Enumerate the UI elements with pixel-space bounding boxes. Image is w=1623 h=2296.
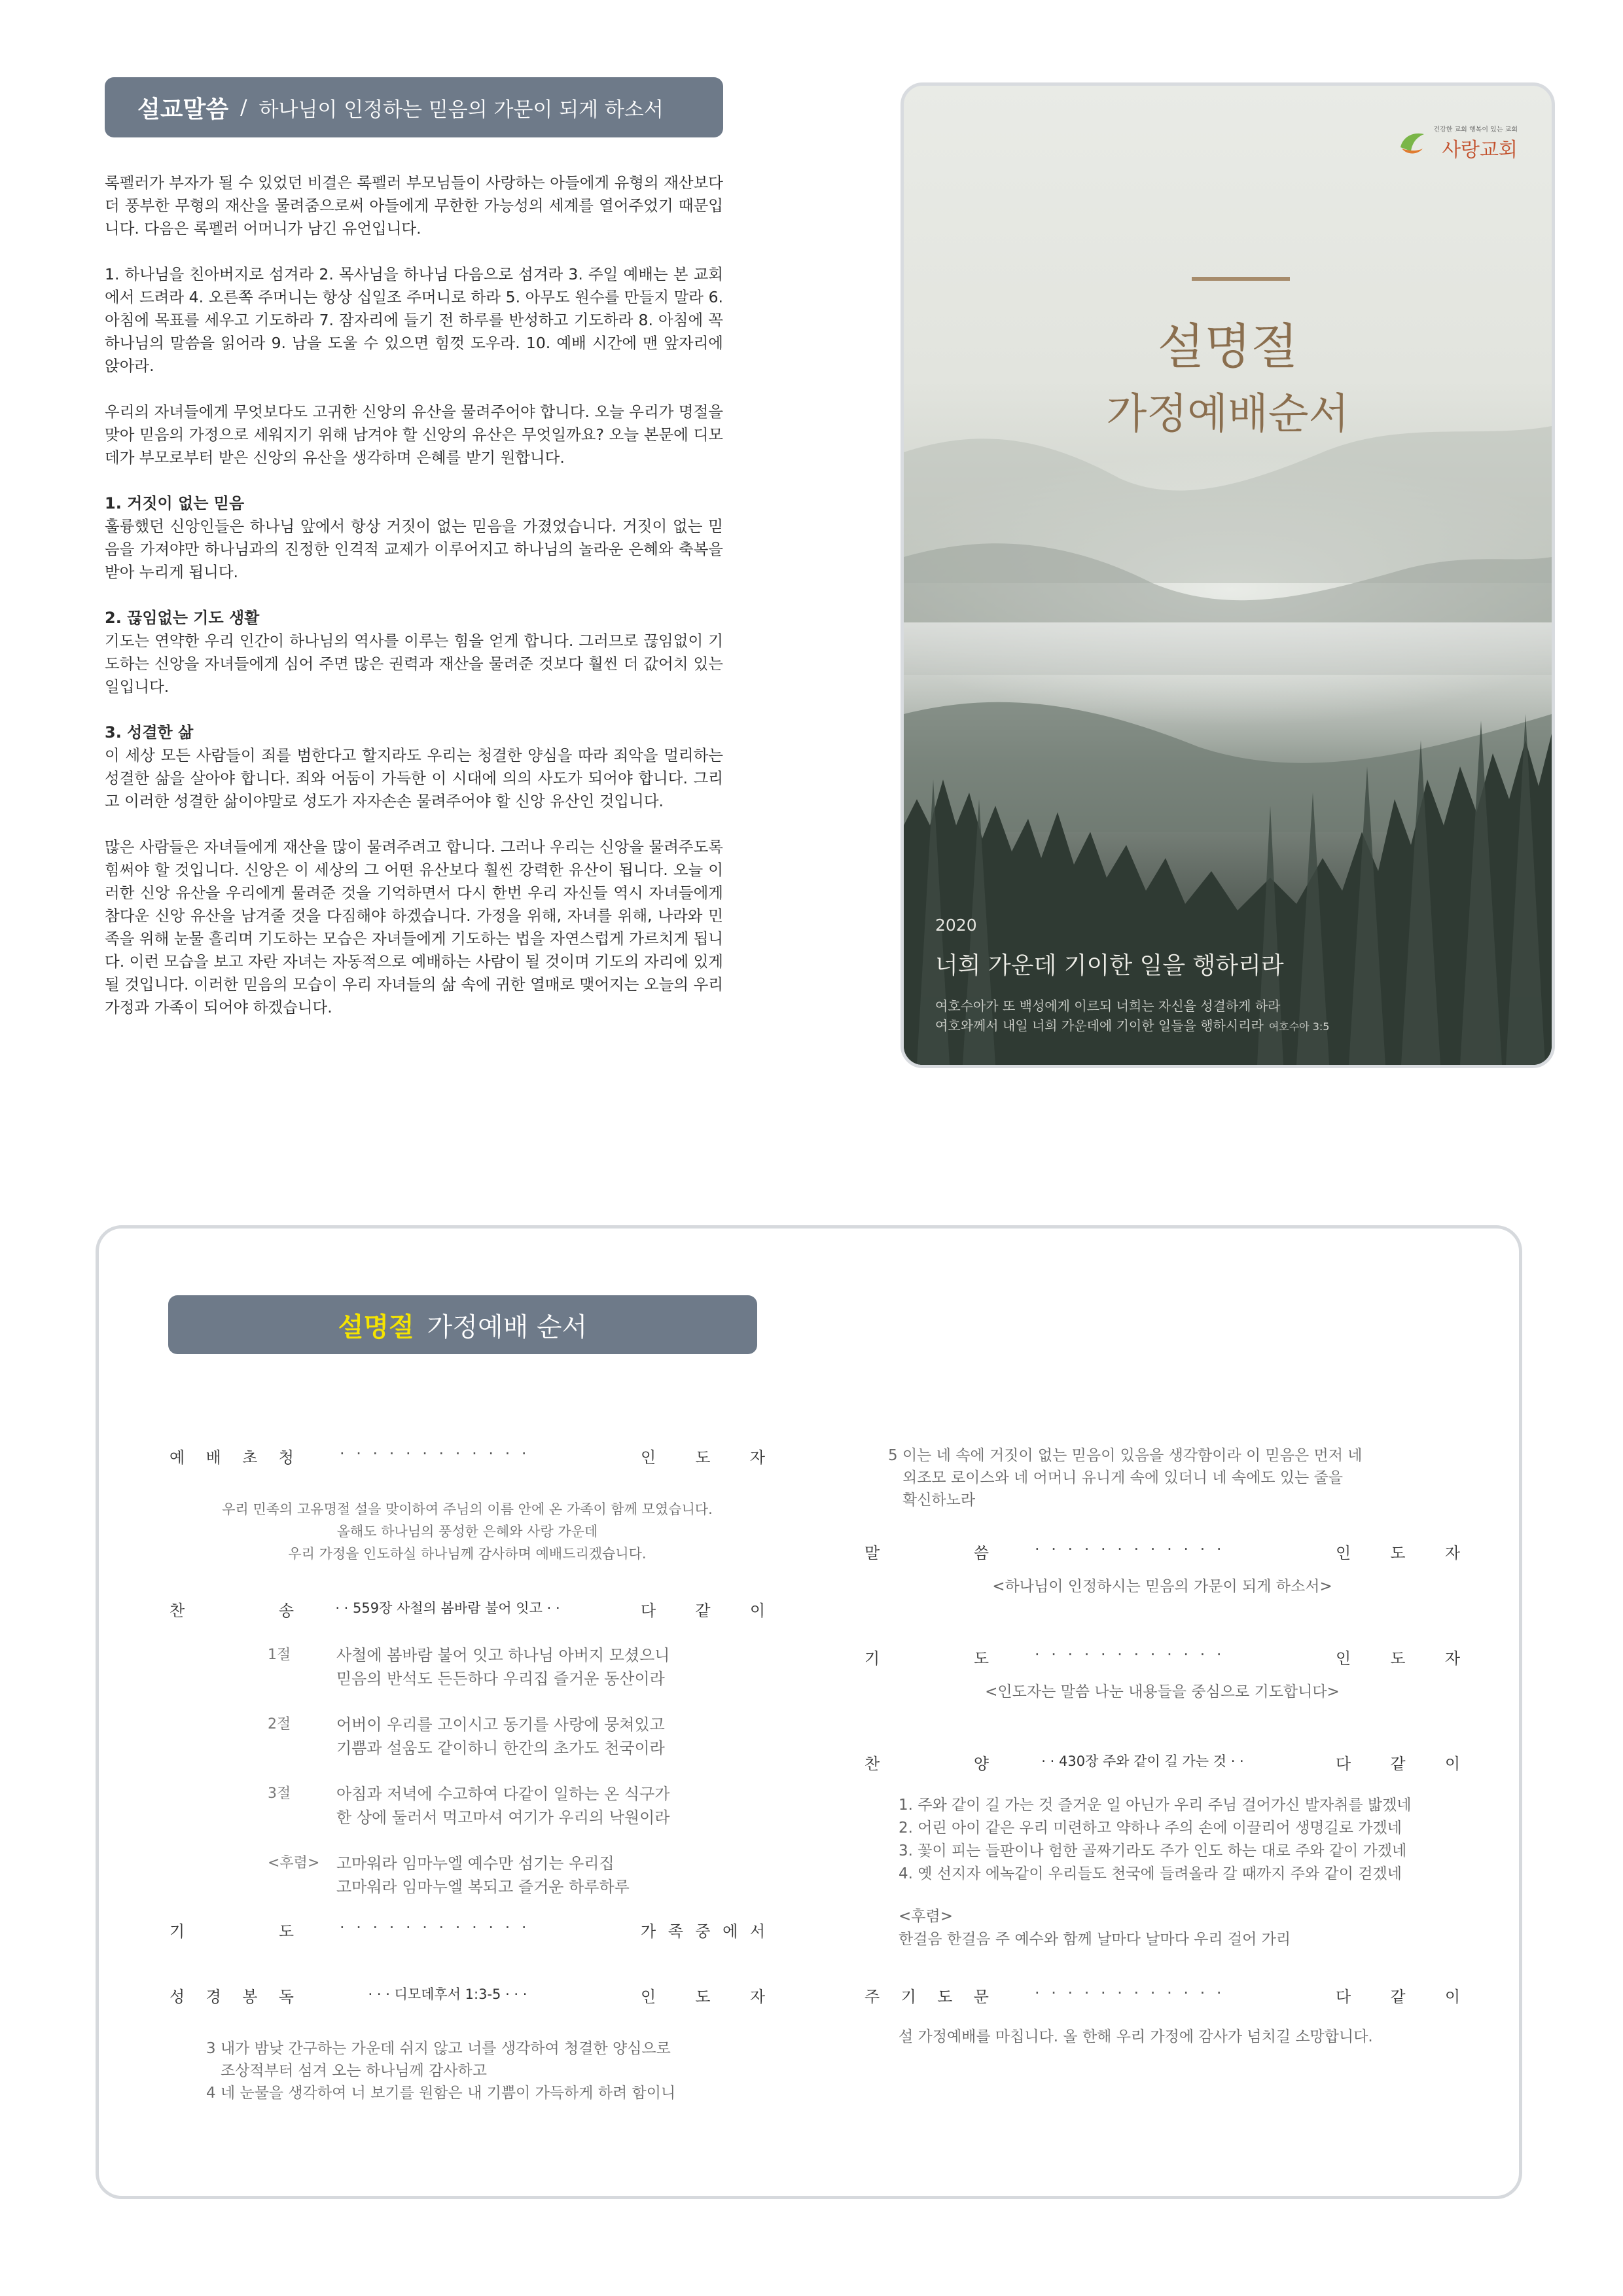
lyric-line: 4. 옛 선지자 에녹같이 우리들도 천국에 들려올라 갈 때까지 주와 같이 걷겠네 — [899, 1865, 1402, 1882]
label-char: 자 — [749, 1448, 765, 1467]
label-char: 도 — [937, 1988, 953, 2006]
cover-verse-line — [935, 1015, 1330, 1034]
call-to-worship-text — [169, 1498, 765, 1565]
order-dots: · · · · · · · · · · · · — [1035, 1645, 1225, 1664]
sermon-point-heading: 2. 끊임없는 기도 생활 — [105, 609, 260, 627]
church-logo — [1398, 124, 1518, 162]
label-char: 다 — [1336, 1988, 1351, 2006]
label-char: 송 — [278, 1602, 294, 1620]
verse-line: 한 상에 둘러서 먹고마셔 여기가 우리의 낙원이라 — [336, 1808, 670, 1827]
verse-line: 고마워라 임마누엘 예수만 섬기는 우리집 — [336, 1854, 615, 1873]
order-item-label — [865, 1645, 989, 1668]
label-char: 양 — [973, 1755, 989, 1773]
order-banner — [168, 1295, 757, 1354]
label-char: 기 — [901, 1988, 916, 2006]
order-dots: · · · · · · · · · · · · — [1035, 1540, 1225, 1558]
order-item-call — [169, 1444, 765, 1471]
label-char: 도 — [695, 1448, 711, 1467]
order-item-label — [169, 1598, 294, 1621]
label-char: 다 — [641, 1602, 656, 1620]
label-char: 기 — [169, 1922, 185, 1941]
church-name: 사랑교회 — [1442, 139, 1518, 162]
cover-title: 설명절 — [1157, 319, 1298, 375]
church-tagline: 건강한 교회 행복이 있는 교회 — [1433, 126, 1518, 134]
label-char: 도 — [695, 1988, 711, 2006]
order-item-label — [865, 1984, 989, 2007]
closing-text: 설 가정예배를 마칩니다. 올 한해 우리 가정에 감사가 넘치길 소망합니다. — [899, 2028, 1373, 2045]
call-line: 우리 가정을 인도하실 하나님께 감사하며 예배드리겠습니다. — [288, 1546, 647, 1562]
label-char: 에 — [722, 1922, 738, 1941]
order-left-column — [169, 1444, 765, 2104]
forest-illustration — [904, 86, 1552, 1065]
order-item-lords-prayer — [865, 1984, 1460, 2010]
sermon-point-heading: 1. 거짓이 없는 믿음 — [105, 494, 245, 512]
cover-subtitle: 가정예배순서 — [1106, 390, 1349, 439]
label-char: 말 — [865, 1544, 880, 1562]
label-char: 자 — [749, 1988, 765, 2006]
verse-line: 믿음의 반석도 든든하다 우리집 즐거운 동산이라 — [336, 1670, 665, 1688]
sermon-will: 1. 하나님을 친아버지로 섬겨라 2. 목사님을 하나님 다음으로 섬겨라 3. 주일 예배는 본 교회에서 드려라 4. 오른쪽 주머니는 항상 십일조 주머니로 하라 5. 아무도 원수를 만들지 말라 6. 아침에 목표를 세우고 기도하라 7. 잠자리에 들기 전 하루를 반성하고 기도하라 8. 아침에 꼭 하나님의 말씀을 읽어라 9. 남을 도울 수 있으면 힘껏 도우라. 10. 예배 시간에 맨 앞자리에 앉아라. — [105, 265, 723, 375]
sermon-banner-lead: 설교말씀 — [137, 95, 229, 123]
label-char: 같 — [695, 1602, 711, 1620]
sermon-point-body: 훌륭했던 신앙인들은 하나님 앞에서 항상 거짓이 없는 믿음을 가졌었습니다. 거짓이 없는 믿음을 가져야만 하나님과의 진정한 인격적 교제가 이루어지고 하나님의 놀라운 은혜와 축복을 받아 누리게 됩니다. — [105, 517, 723, 581]
label-char: 자 — [1444, 1649, 1460, 1668]
sermon-point — [105, 607, 723, 698]
order-item-label — [865, 1540, 989, 1563]
label-char: 초 — [242, 1448, 258, 1467]
scripture-line: 4 네 눈물을 생각하여 너 보기를 원함은 내 기쁨이 가득하게 하려 함이니 — [206, 2085, 676, 2102]
label-char: 청 — [278, 1448, 294, 1467]
order-item-prayer — [865, 1645, 1460, 1672]
lyric-line: 3. 꽃이 피는 들판이나 험한 골짜기라도 주가 인도 하는 대로 주와 같이 가겠네 — [899, 1842, 1407, 1859]
label-char: 성 — [169, 1988, 185, 2006]
order-item-leader — [641, 1918, 765, 1941]
label-char: 도 — [973, 1649, 989, 1668]
verse-number: 2절 — [268, 1716, 291, 1732]
refrain-label: <후렴> — [268, 1855, 320, 1871]
sermon-body — [105, 171, 723, 1019]
order-item-leader — [1336, 1984, 1460, 2007]
order-item-reading — [169, 1984, 765, 2010]
sermon-closing: 많은 사람들은 자녀들에게 재산을 많이 물려주려고 합니다. 그러나 우리는 신앙을 물려주도록 힘써야 할 것입니다. 신앙은 이 세상의 그 어떤 유산보다 훨씬 강력한 유산이 됩니다. 오늘 이러한 신앙 유산을 우리에게 물려준 것을 기억하면서 다시 한번 우리 자신들 역시 자녀들에게 참다운 신앙 유산을 남겨줄 것을 다짐해야 하겠습니다. 가정을 위해, 자녀를 위해, 나라와 민족을 위해 눈물 흘리며 기도하는 모습은 자녀들에게 기도하는 법을 자연스럽게 가르치게 됩니다. 이런 모습을 보고 자란 자녀는 자동적으로 예배하는 사람이 될 것이며 기도의 자리에 있게 될 것입니다. 이러한 믿음의 모습이 우리 자녀들의 삶 속에 귀한 열매로 맺어지는 오늘의 우리 가정과 가족이 되어야 하겠습니다. — [105, 838, 723, 1016]
label-char: 문 — [973, 1988, 989, 2006]
sermon-banner-separator: / — [240, 96, 247, 119]
order-item-label — [169, 1444, 294, 1467]
label-char: 중 — [695, 1922, 711, 1941]
lyric-line: 2. 어린 아이 같은 우리 미련하고 약하나 주의 손에 이끌리어 생명길로 가겠네 — [899, 1820, 1402, 1837]
order-item-hymn — [169, 1598, 765, 1624]
label-char: 가 — [641, 1922, 656, 1941]
hymn-title: · · 559장 사철의 봄바람 불어 잇고 · · — [335, 1600, 560, 1616]
call-line: 우리 민족의 고유명절 설을 맞이하여 주님의 이름 안에 온 가족이 함께 모였습니다. — [222, 1501, 713, 1517]
verse-line: 고마워라 임마누엘 복되고 즐거운 하루하루 — [336, 1878, 630, 1896]
order-item-leader — [641, 1598, 765, 1621]
refrain-label: <후렴> — [899, 1908, 953, 1925]
label-char: 배 — [205, 1448, 221, 1467]
order-banner-title: 가정예배 순서 — [427, 1312, 588, 1342]
praise-title: · · 430장 주와 같이 길 가는 것 · · — [1041, 1753, 1244, 1769]
sermon-point — [105, 492, 723, 584]
order-item-leader — [641, 1444, 765, 1467]
sermon-section — [105, 77, 723, 1042]
label-char: 다 — [1336, 1755, 1351, 1773]
praise-lyrics — [865, 1794, 1460, 1951]
order-item-leader — [1336, 1540, 1460, 1563]
order-item-praise — [865, 1751, 1460, 1777]
worship-order-panel — [96, 1225, 1522, 2199]
cover-verse-reference: 여호수아 3:5 — [1268, 1020, 1330, 1033]
label-char: 예 — [169, 1448, 185, 1467]
sermon-banner — [105, 77, 723, 137]
order-banner-highlight: 설명절 — [338, 1311, 414, 1342]
booklet-cover — [901, 82, 1555, 1068]
hymn-verse — [268, 1782, 765, 1829]
label-char: 도 — [1390, 1649, 1406, 1668]
sermon-title: 하나님이 인정하는 믿음의 가문이 되게 하소서 — [259, 98, 664, 122]
label-char: 찬 — [865, 1755, 880, 1773]
verse-line: 어버이 우리를 고이시고 동기를 사랑에 뭉쳐있고 — [336, 1715, 665, 1734]
label-char: 기 — [865, 1649, 880, 1668]
label-char: 인 — [641, 1448, 656, 1467]
church-logo-icon — [1398, 129, 1427, 158]
verse-number: 1절 — [268, 1647, 291, 1663]
verse-line: 아침과 저녁에 수고하여 다같이 일하는 온 식구가 — [336, 1785, 670, 1803]
sermon-point — [105, 721, 723, 813]
order-item-sermon — [865, 1540, 1460, 1566]
order-item-prayer — [169, 1918, 765, 1945]
label-char: 도 — [1390, 1544, 1406, 1562]
label-char: 인 — [641, 1988, 656, 2006]
reading-reference: · · · 디모데후서 1:3-5 · · · — [368, 1986, 527, 2002]
order-dots: · · · · · · · · · · · · — [340, 1918, 530, 1937]
hymn-verse — [268, 1713, 765, 1760]
label-char: 씀 — [973, 1544, 989, 1562]
verse-line: 기쁨과 설움도 같이하니 한간의 초가도 천국이라 — [336, 1739, 665, 1757]
scripture-line: 확신하노라 — [902, 1492, 976, 1509]
label-char: 도 — [278, 1922, 294, 1941]
sermon-point-body: 기도는 연약한 우리 인간이 하나님의 역사를 이루는 힘을 얻게 합니다. 그러므로 끊임없이 기도하는 신앙을 자녀들에게 심어 주면 많은 권력과 재산을 물려준 것보다 훨씬 더 값어치 있는 일입니다. — [105, 632, 723, 696]
call-line: 올해도 하나님의 풍성한 은혜와 사랑 가운데 — [336, 1524, 598, 1539]
label-char: 인 — [1336, 1544, 1351, 1562]
cover-verse-line: 여호수아가 또 백성에게 이르되 너희는 자신을 성결하게 하라 — [935, 998, 1281, 1014]
order-dots: · · · · · · · · · · · · — [340, 1444, 530, 1463]
sermon-note: <하나님이 인정하시는 믿음의 가문이 되게 하소서> — [992, 1578, 1332, 1595]
label-char: 이 — [749, 1602, 765, 1620]
scripture-line: 조상적부터 섬겨 오는 하나님께 감사하고 — [221, 2062, 487, 2079]
title-accent-bar — [1192, 277, 1290, 281]
verse-number: 3절 — [268, 1785, 291, 1802]
scripture-line: 3 내가 밤낮 간구하는 가운데 쉬지 않고 너를 생각하여 청결한 양심으로 — [206, 2040, 671, 2057]
label-char: 같 — [1390, 1988, 1406, 2006]
order-item-label — [865, 1751, 989, 1774]
cover-verse-text: 여호와께서 내일 너희 가운데에 기이한 일들을 행하시리라 — [935, 1018, 1264, 1033]
sermon-point-heading: 3. 성결한 삶 — [105, 723, 194, 742]
label-char: 서 — [749, 1922, 765, 1941]
label-char: 찬 — [169, 1602, 185, 1620]
label-char: 같 — [1390, 1755, 1406, 1773]
order-item-label — [169, 1984, 294, 2007]
refrain-line: 한걸음 한걸음 주 예수와 함께 날마다 날마다 우리 걸어 가리 — [899, 1931, 1291, 1948]
lyric-line: 1. 주와 같이 길 가는 것 즐거운 일 아닌가 우리 주님 걸어가신 발자취를 밟겠네 — [899, 1797, 1412, 1814]
hymn-verse — [268, 1643, 765, 1691]
label-char: 독 — [278, 1988, 294, 2006]
label-char: 이 — [1444, 1988, 1460, 2006]
hymn-refrain — [268, 1852, 765, 1899]
scripture-text-continued — [865, 1444, 1460, 1511]
order-item-leader — [641, 1984, 765, 2007]
order-item-label — [169, 1918, 294, 1941]
prayer-note: <인도자는 말씀 나눈 내용들을 중심으로 기도합니다> — [985, 1683, 1340, 1700]
order-dots: · · · · · · · · · · · · — [1035, 1984, 1225, 2002]
scripture-text — [169, 2037, 765, 2104]
label-char: 인 — [1336, 1649, 1351, 1668]
label-char: 족 — [668, 1922, 683, 1941]
scripture-line: 외조모 로이스와 네 어머니 유니게 속에 있더니 네 속에도 있는 줄을 — [902, 1469, 1343, 1486]
label-char: 봉 — [242, 1988, 258, 2006]
sermon-point-body: 이 세상 모든 사람들이 죄를 범한다고 할지라도 우리는 청결한 양심을 따라 죄악을 멀리하는 성결한 삶을 살아야 합니다. 죄와 어둠이 가득한 이 시대에 의의 사도가 되어야 합니다. 그리고 이러한 성결한 삶이야말로 성도가 자자손손 물려주어야 할 신앙 유산인 것입니다. — [105, 746, 723, 810]
scripture-line: 5 이는 네 속에 거짓이 없는 믿음이 있음을 생각함이라 이 믿음은 먼저 네 — [888, 1447, 1363, 1464]
hymn-verses — [268, 1643, 765, 1899]
verse-line: 사철에 봄바람 불어 잇고 하나님 아버지 모셨으니 — [336, 1646, 670, 1664]
label-char: 주 — [865, 1988, 880, 2006]
sermon-intro: 록펠러가 부자가 될 수 있었던 비결은 록펠러 부모님들이 사랑하는 아들에게 유형의 재산보다 더 풍부한 무형의 재산을 물려줌으로써 아들에게 무한한 가능성의 세계를 열어주었기 때문입니다. 다음은 록펠러 어머니가 남긴 유언입니다. — [105, 173, 723, 238]
label-char: 이 — [1444, 1755, 1460, 1773]
cover-verse-calligraphy: 너희 가운데 기이한 일을 행하리라 — [935, 952, 1284, 979]
label-char: 자 — [1444, 1544, 1460, 1562]
label-char: 경 — [205, 1988, 221, 2006]
sermon-paragraph: 우리의 자녀들에게 무엇보다도 고귀한 신앙의 유산을 물려주어야 합니다. 오늘 우리가 명절을 맞아 믿음의 가정으로 세워지기 위해 남겨야 할 신앙의 유산은 무엇일까요? 오늘 본문에 디모데가 부모로부터 받은 신앙의 유산을 생각하며 은혜를 받기 원합니다. — [105, 403, 723, 467]
order-item-leader — [1336, 1645, 1460, 1668]
cover-year: 2020 — [935, 916, 977, 935]
order-right-column — [865, 1444, 1460, 2049]
order-item-leader — [1336, 1751, 1460, 1774]
